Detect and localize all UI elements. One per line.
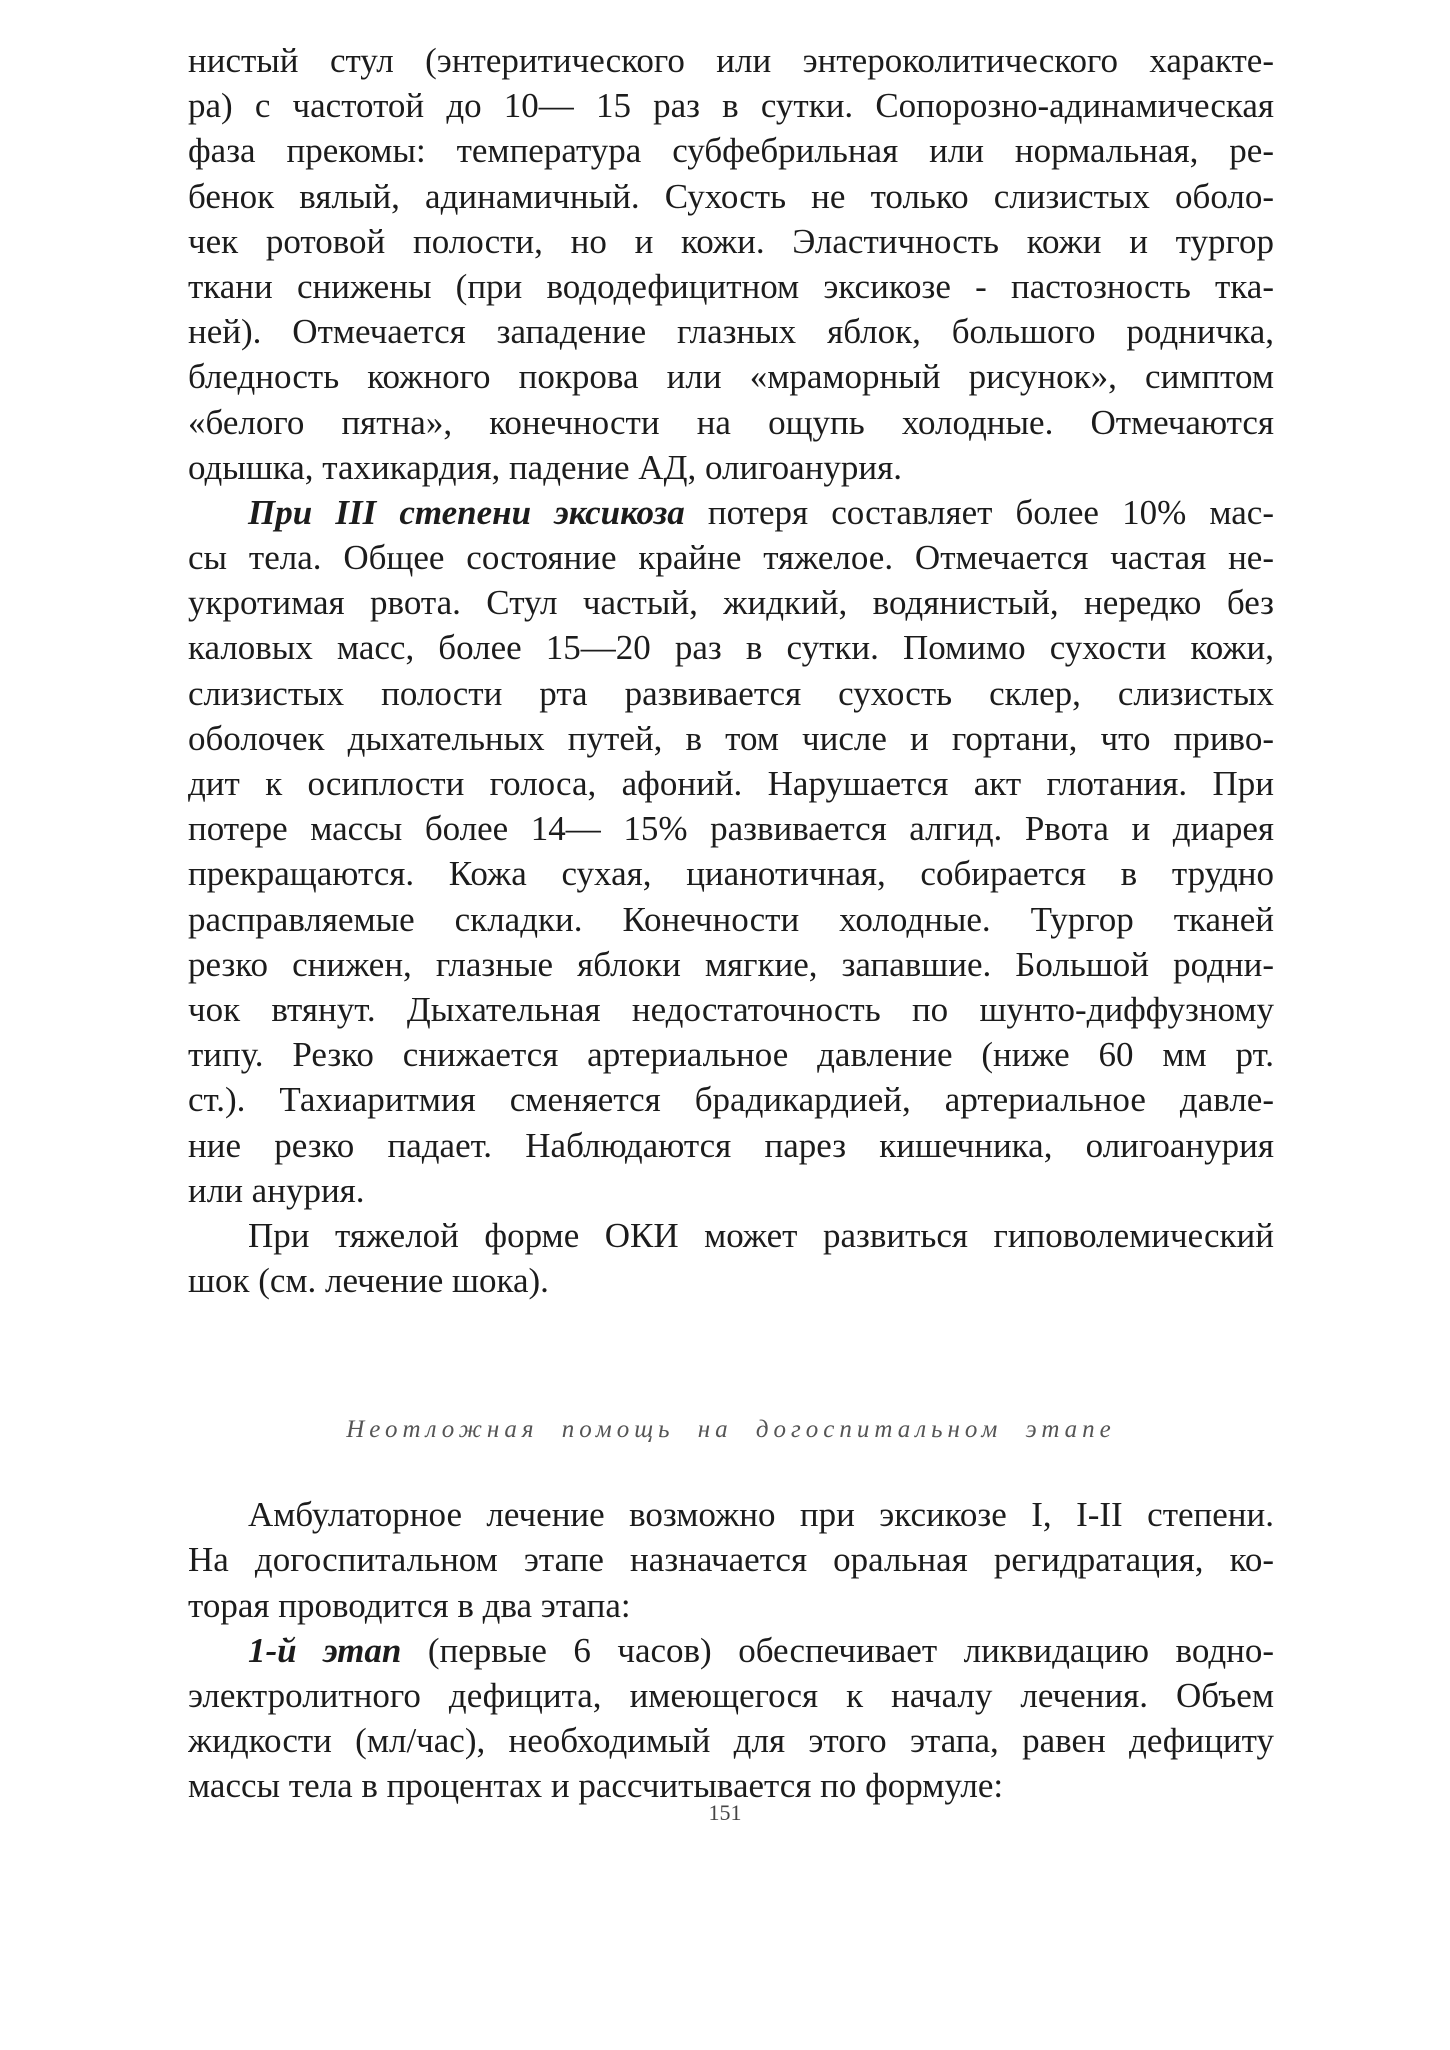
text-line: каловых масс, более 15—20 раз в сутки. Помимо сухости кожи,	[188, 628, 1274, 668]
paragraph-prekoma	[188, 38, 1274, 490]
text-line: ние резко падает. Наблюдаются парез кишечника, олигоанурия	[188, 1125, 1274, 1165]
text-line: или анурия.	[188, 1170, 365, 1210]
page-body	[188, 38, 1274, 1809]
emphasis-term: 1-й этап	[248, 1630, 402, 1670]
paragraph-exicosis-grade-3	[188, 490, 1274, 1213]
text-line: сы тела. Общее состояние крайне тяжелое. Отмечается частая не-	[188, 538, 1274, 578]
text-line: фаза прекомы: температура субфебрильная или нормальная, ре-	[188, 131, 1274, 171]
text-line: укротимая рвота. Стул частый, жидкий, водянистый, нередко без	[188, 583, 1274, 623]
emphasis-term: При III степени эксикоза	[248, 492, 685, 532]
text-line: нистый стул (энтеритического или энтероколитического характе-	[188, 41, 1274, 80]
paragraph-stage-1	[188, 1628, 1274, 1809]
paragraph-shock	[188, 1213, 1274, 1303]
text-line: ра) с частотой до 10— 15 раз в сутки. Сопорозно-адинамическая	[188, 86, 1274, 126]
text-line: При тяжелой форме ОКИ может развиться гиповолемический	[248, 1215, 1274, 1255]
text-line	[188, 1628, 1274, 1673]
text-run: (первые 6 часов) обеспечивает ликвидацию водно-	[401, 1630, 1274, 1670]
text-line: дит к осиплости голоса, афоний. Нарушается акт глотания. При	[188, 764, 1274, 803]
text-line: ней). Отмечается западение глазных яблок, большого родничка,	[188, 312, 1274, 352]
text-line: массы тела в процентах и рассчитывается по формуле:	[188, 1766, 1004, 1806]
text-line: оболочек дыхательных путей, в том числе и гортани, что приво-	[188, 718, 1274, 758]
text-line: На догоспитальном этапе назначается оральная регидратация, ко-	[188, 1540, 1274, 1580]
text-line: ткани снижены (при вододефицитном эксикозе - пастозность тка-	[188, 266, 1274, 306]
text-line: жидкости (мл/час), необходимый для этого этапа, равен дефициту	[188, 1721, 1274, 1761]
text-line: расправляемые складки. Конечности холодные. Тургор тканей	[188, 899, 1274, 939]
text-line: торая проводится в два этапа:	[188, 1585, 631, 1625]
section-heading: Неотложная помощь на догоспитальном этапе	[346, 1416, 1116, 1444]
page-number: 151	[708, 1800, 742, 1825]
text-line: шок (см. лечение шока).	[188, 1261, 549, 1301]
text-line: потере массы более 14— 15% развивается алгид. Рвота и диарея	[188, 809, 1274, 849]
text-line: бледность кожного покрова или «мраморный рисунок», симптом	[188, 357, 1274, 397]
text-line: Амбулаторное лечение возможно при эксикозе I, I-II степени.	[248, 1495, 1274, 1535]
text-line: одышка, тахикардия, падение АД, олигоанурия.	[188, 447, 903, 487]
text-line	[188, 490, 1274, 535]
text-line: «белого пятна», конечности на ощупь холодные. Отмечаются	[188, 402, 1274, 442]
text-line: чек ротовой полости, но и кожи. Эластичность кожи и тургор	[188, 221, 1274, 261]
text-line: чок втянут. Дыхательная недостаточность по шунто-диффузному	[188, 989, 1274, 1029]
text-line: типу. Резко снижается артериальное давление (ниже 60 мм рт.	[188, 1035, 1274, 1075]
text-line: слизистых полости рта развивается сухость склер, слизистых	[188, 673, 1274, 713]
text-line: бенок вялый, адинамичный. Сухость не только слизистых оболо-	[188, 176, 1274, 216]
text-line: прекращаются. Кожа сухая, цианотичная, собирается в трудно	[188, 854, 1274, 894]
text-run: потеря составляет более 10% мас-	[684, 492, 1274, 532]
text-line: резко снижен, глазные яблоки мягкие, запавшие. Большой родни-	[188, 944, 1274, 984]
paragraph-outpatient	[188, 1492, 1274, 1628]
text-line: электролитного дефицита, имеющегося к началу лечения. Объем	[188, 1676, 1274, 1715]
text-line: ст.). Тахиаритмия сменяется брадикардией, артериальное давле-	[188, 1080, 1274, 1120]
